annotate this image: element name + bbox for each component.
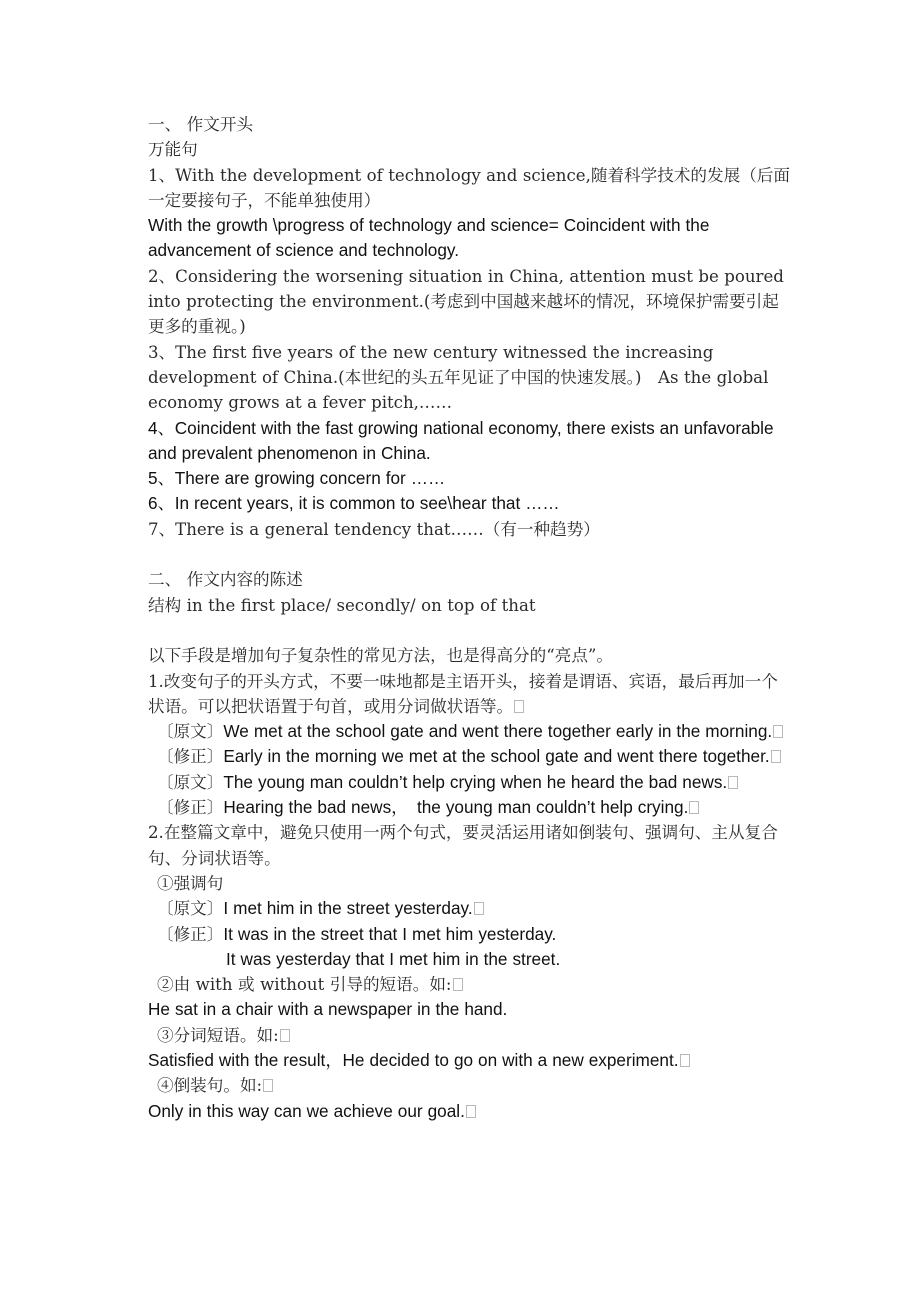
technique-2-subitem-4-title [148, 1073, 793, 1098]
technique-2-subitem-1-title: ①强调句 [157, 873, 224, 893]
tofu-box-icon [280, 1029, 290, 1042]
technique-2-subitem-2-title-text: ②由 with 或 without 引导的短语。如: [157, 975, 452, 995]
example-label: 〔原文〕 [157, 722, 224, 742]
technique-2-subitem-2-title [148, 972, 793, 997]
tofu-box-icon [771, 750, 781, 763]
example-text: Satisfied with the result，He decided to go on with a new experiment. [148, 1049, 679, 1070]
section-2-structure-line: 结构 in the first place/ secondly/ on top of that [148, 595, 536, 615]
technique-2-subitem-1-line-2 [148, 922, 793, 947]
tofu-box-icon [466, 1105, 476, 1118]
technique-1-example-2 [148, 744, 793, 769]
section-1-line-6: 5、There are growing concern for …… [148, 468, 446, 489]
technique-2-rule: 2.在整篇文章中，避免只使用一两个句式，要灵活运用诸如倒装句、强调句、主从复合句、分词状语等。 [148, 823, 778, 868]
technique-1-example-4 [148, 795, 793, 820]
tofu-box-icon [680, 1054, 690, 1067]
section-2-heading: 二、 作文内容的陈述 [148, 570, 303, 590]
example-text: Only in this way can we achieve our goal. [148, 1100, 465, 1121]
technique-2-subitem-3-line-1 [148, 1048, 793, 1073]
example-text: The young man couldn’t help crying when he heard the bad news. [223, 771, 728, 792]
technique-2-subitem-1-line-3: It was yesterday that I met him in the street. [226, 948, 561, 969]
tofu-box-icon [689, 801, 699, 814]
paragraph-separator [148, 618, 793, 643]
section-1-line-8: 7、There is a general tendency that……（有一种趋势） [148, 519, 600, 539]
tofu-box-icon [263, 1079, 273, 1092]
tofu-box-icon [474, 902, 484, 915]
technique-2-subitem-3-title-text: ③分词短语。如: [157, 1025, 279, 1045]
example-label: 〔原文〕 [157, 899, 224, 919]
section-separator [148, 542, 793, 567]
technique-2-subitem-3-title [148, 1023, 793, 1048]
example-text: It was in the street that I met him yesterday. [223, 923, 557, 944]
section-1-heading: 一、 作文开头 [148, 115, 254, 134]
example-text: Early in the morning we met at the school gate and went there together. [223, 746, 770, 767]
technique-1-rule [148, 669, 793, 720]
example-label: 〔修正〕 [157, 924, 224, 944]
example-text: I met him in the street yesterday. [223, 898, 473, 919]
document-body [148, 112, 793, 1124]
example-text: We met at the school gate and went there together early in the morning. [223, 721, 773, 742]
example-label: 〔修正〕 [157, 747, 224, 767]
tofu-box-icon [728, 776, 738, 789]
section-1-line-4: 3、The first five years of the new century witnessed the increasing development of China.(本世纪的头五年见证了中国的快速发展。) As the global economy grows at a fever pitch,…… [148, 342, 769, 413]
section-1-line-7: 6、In recent years, it is common to see\hear that …… [148, 493, 560, 514]
section-1-line-3: 2、Considering the worsening situation in China, attention must be poured into protecting the environment.(考虑到中国越来越坏的情况，环境保护需要引起更多的重视。) [148, 266, 784, 337]
section-1-subheading: 万能句 [148, 140, 198, 160]
example-text: Hearing the bad news， the young man couldn’t help crying. [223, 797, 689, 818]
tofu-box-icon [514, 700, 524, 713]
section-2-intro: 以下手段是增加句子复杂性的常见方法，也是得高分的“亮点”。 [148, 646, 613, 666]
example-label: 〔修正〕 [157, 798, 224, 818]
technique-2-subitem-1-line-1 [148, 896, 793, 921]
section-1-line-2: With the growth \progress of technology and science= Coincident with the advancement of science and technology. [148, 215, 710, 261]
section-1-line-5: 4、Coincident with the fast growing national economy, there exists an unfavorable and prevalent phenomenon in China. [148, 417, 774, 463]
tofu-box-icon [453, 978, 463, 991]
example-label: 〔原文〕 [157, 772, 224, 792]
technique-1-example-3 [148, 770, 793, 795]
technique-1-example-1 [148, 719, 793, 744]
technique-2-subitem-2-line-1: He sat in a chair with a newspaper in the hand. [148, 999, 508, 1020]
tofu-box-icon [773, 725, 783, 738]
technique-2-subitem-4-title-text: ④倒装句。如: [157, 1076, 263, 1096]
technique-2-subitem-4-line-1 [148, 1099, 793, 1124]
technique-1-rule-text: 1.改变句子的开头方式，不要一味地都是主语开头，接着是谓语、宾语，最后再加一个状语。可以把状语置于句首，或用分词做状语等。 [148, 671, 778, 716]
section-1-line-1: 1、With the development of technology and science,随着科学技术的发展（后面一定要接句子，不能单独使用） [148, 165, 790, 210]
